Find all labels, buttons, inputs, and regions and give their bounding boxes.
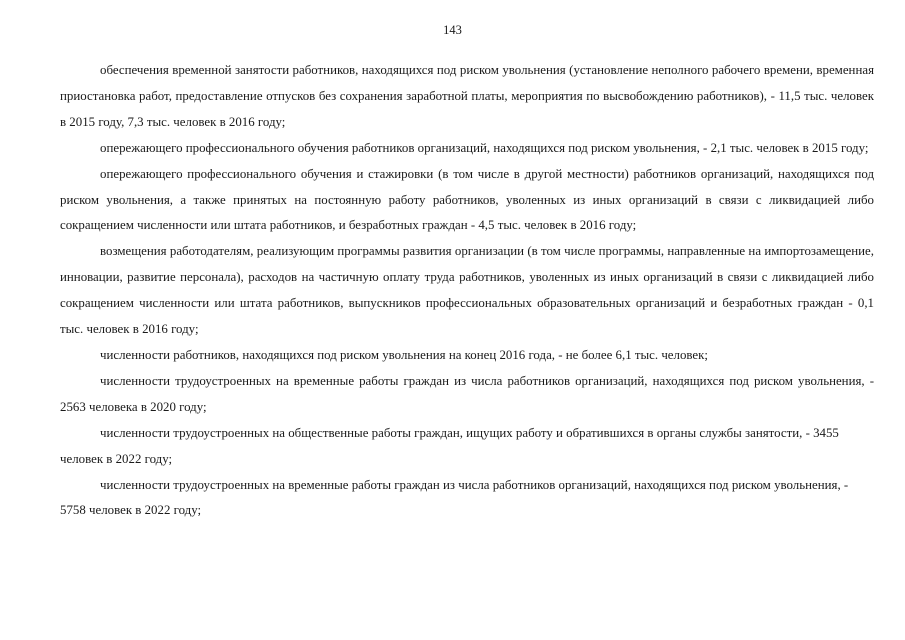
paragraph-temporary-employment: обеспечения временной занятости работников, находящихся под риском увольнения (установление неполного рабочего времени, временная приостановка работ, предоставление отпусков без сохранения заработной платы, мероприятия по высвобождению работников), - 11,5 тыс. человек в 2015 году, 7,3 тыс. человек в 2016 году;: [60, 63, 874, 129]
paragraph-temporary-jobs-2020: численности трудоустроенных на временные работы граждан из числа работников организаций, находящихся под риском увольнения, - 2563 человека в 2020 году;: [60, 373, 874, 414]
paragraph-workers-at-risk: численности работников, находящихся под риском увольнения на конец 2016 года, - не более 6,1 тыс. человек;: [100, 347, 708, 362]
page-number: 143: [443, 23, 462, 37]
paragraph-advance-training: опережающего профессионального обучения работников организаций, находящихся под риском увольнения, - 2,1 тыс. человек в 2015 году;: [100, 140, 869, 155]
paragraph-temporary-jobs-2022: численности трудоустроенных на временные работы граждан из числа работников организаций, находящихся под риском увольнения, - 5758 человек в 2022 году;: [60, 477, 849, 518]
paragraph-public-works-2022: численности трудоустроенных на общественные работы граждан, ищущих работу и обратившихся в органы службы занятости, - 3455 человек в 2022 году;: [60, 425, 839, 466]
paragraph-advance-training-internship: опережающего профессионального обучения и стажировки (в том числе в другой местности) работников организаций, находящихся под риском увольнения, а также принятых на постоянную работу работников, уволенных из иных организаций в связи с ликвидацией либо сокращением численности или штата работников, и безработных граждан - 4,5 тыс. человек в 2016 году;: [60, 166, 874, 233]
paragraph-employer-compensation: возмещения работодателям, реализующим программы развития организации (в том числе программы, направленные на импортозамещение, инновации, развитие персонала), расходов на частичную оплату труда работников, уволенных из иных организаций в связи с ликвидацией либо сокращением численности или штата работников, выпускников профессиональных образовательных организаций и безработных граждан - 0,1 тыс. человек в 2016 году;: [60, 244, 874, 337]
document-body: [60, 58, 874, 524]
